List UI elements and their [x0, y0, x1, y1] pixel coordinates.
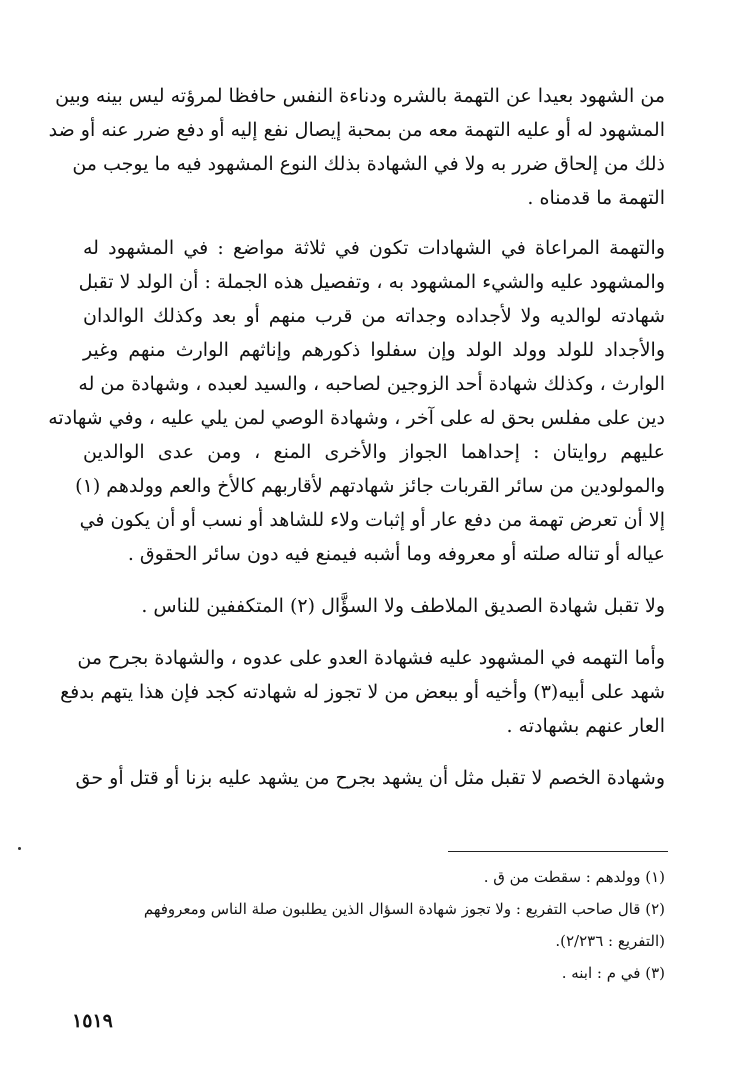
body-line: وأما التهمه في المشهود عليه فشهادة العدو على عدوه ، والشهادة بجرح من — [77, 647, 665, 669]
body-line: والمشهود عليه والشيء المشهود به ، وتفصيل هذه الجملة : أن الولد لا تقبل — [78, 271, 665, 293]
body-line: عياله أو تناله صلته أو معروفه وما أشبه فيمنع فيه دون سائر الحقوق . — [127, 543, 665, 565]
footnote-separator — [448, 851, 668, 852]
body-line: دين على مفلس بحق له على آخر ، وشهادة الوصي لمن يلي عليه ، وفي شهادته — [48, 407, 665, 429]
body-line: من الشهود بعيدا عن التهمة بالشره ودناءة النفس حافظا لمرؤته ليس بينه وبين — [55, 85, 665, 107]
body-line: شهادته لوالديه ولا لأجداده وجداته من قرب منهم أو بعد وكذلك الوالدان — [83, 305, 665, 327]
scan-speck — [18, 847, 21, 850]
body-line: العار عنهم بشهادته . — [506, 715, 665, 737]
body-line: ذلك من إلحاق ضرر به ولا في الشهادة بذلك النوع المشهود فيه ما يوجب من — [72, 153, 665, 175]
body-line: الوارث ، وكذلك شهادة أحد الزوجين لصاحبه ، والسيد لعبده ، وشهادة من له — [78, 373, 665, 395]
body-line: المشهود له أو عليه التهمة معه من بمحبة إيصال نفع إليه أو دفع ضرر عنه أو ضد — [48, 119, 665, 141]
footnote: (٢) قال صاحب التفريع : ولا تجوز شهادة السؤال الذين يطلبون صلة الناس ومعروفهم — [143, 900, 665, 918]
body-line: التهمة ما قدمناه . — [527, 187, 665, 209]
footnote: (١) وولدهم : سقطت من ق . — [483, 868, 665, 886]
body-line: ولا تقبل شهادة الصديق الملاطف ولا السؤَّال (٢) المتكففين للناس . — [141, 595, 665, 617]
body-line: والأجداد للولد وولد الولد وإن سفلوا ذكورهم وإناثهم الوارث منهم وغير — [83, 339, 665, 361]
body-line: إلا أن تعرض تهمة من دفع عار أو إثبات ولاء للشاهد أو نسب أو أن يكون في — [79, 509, 665, 531]
body-line: وشهادة الخصم لا تقبل مثل أن يشهد بجرح من يشهد عليه بزنا أو قتل أو حق — [75, 767, 665, 789]
footnote: (٣) في م : ابنه . — [561, 964, 665, 982]
body-line: والمولودين من سائر القربات جائز شهادتهم لأقاربهم كالأخ والعم وولدهم (١) — [75, 475, 665, 497]
body-line: شهد على أبيه(٣) وأخيه أو ببعض من لا تجوز له شهادته كجد فإن هذا يتهم بدفع — [60, 681, 665, 703]
body-line: والتهمة المراعاة في الشهادات تكون في ثلاثة مواضع : في المشهود له — [83, 237, 665, 259]
page-number: ١٥١٩ — [72, 1010, 113, 1032]
footnote: (التفريع : ٢/٢٣٦). — [555, 932, 665, 950]
body-line: عليهم روايتان : إحداهما الجواز والأخرى المنع ، ومن عدى الوالدين — [83, 441, 665, 463]
